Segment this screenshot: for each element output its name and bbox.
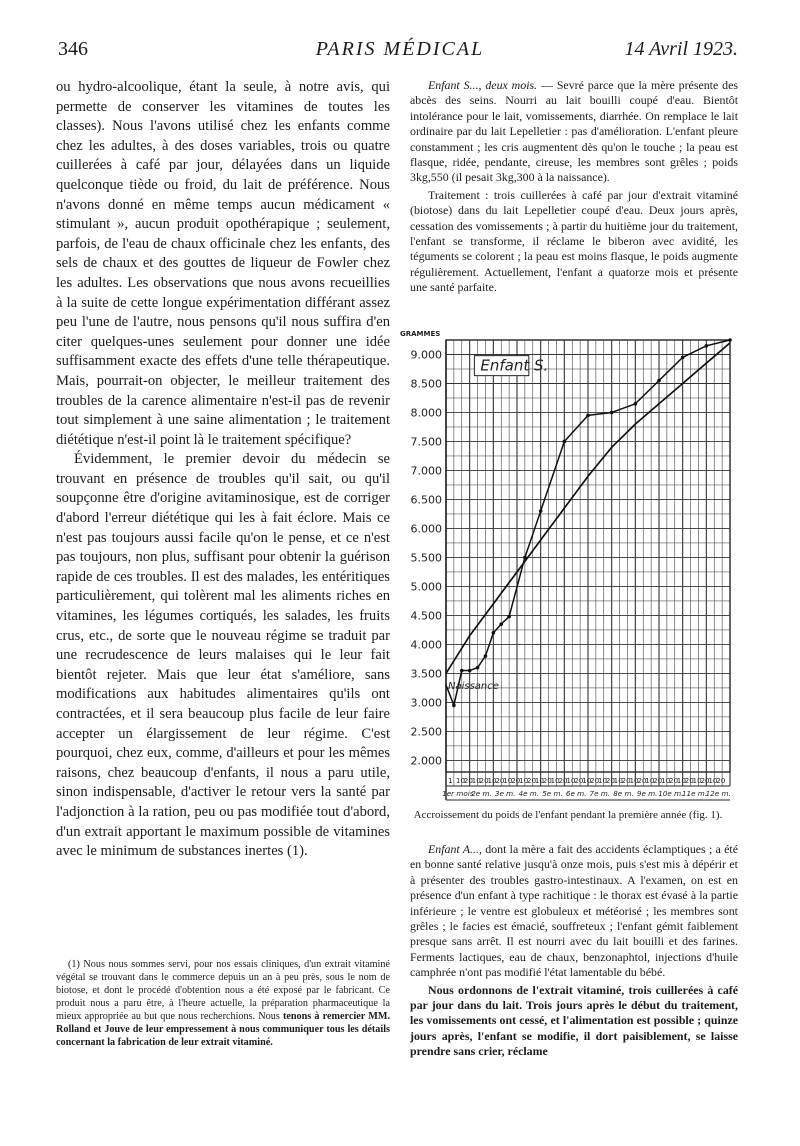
month-label: 11e m.	[681, 789, 708, 798]
month-label: 8e m.	[613, 789, 634, 798]
case1-treatment: Traitement : trois cuillerées à café par jour d'extrait vitaminé (biotose) dans du lait Lepelletier coupé d'eau. Deux jours après, cessation des vomissements ; à partir du huitième jour du traitement, l'enfant se transforme, il réclame le biberon avec avidité, les téguments se colorent ; la peau est moins flasque, le poids augmente régulièrement. Actuellement, l'enfant a quatorze mois et présente une santé parfaite.	[410, 187, 738, 295]
footnote	[56, 958, 390, 1049]
chart-title-box	[474, 356, 548, 376]
chart-grid	[446, 340, 730, 800]
month-label: 9e m.	[636, 789, 658, 798]
x-tick-label: 20	[637, 776, 647, 785]
month-label: 6e m.	[565, 789, 587, 798]
y-tick-label: 6.000	[410, 522, 442, 536]
birth-annotation: Naissance	[448, 681, 499, 693]
y-tick-label: 7.500	[410, 435, 442, 449]
journal-title: PARIS MÉDICAL	[315, 38, 485, 60]
weight-chart-svg	[398, 326, 734, 804]
month-label: 4e m.	[518, 789, 540, 798]
footnote-text: (1) Nous nous sommes servi, pour nos essais cliniques, d'un extrait vitaminé végétal se trouvant dans le commerce depuis un an à peu près, sous le nom de biotose, et dont le procédé d'obtention nous a été exposé par le fabricant. Ce produit nous a paru être, à l'heure actuelle, la préparation pharmaceutique la mieux appropriée au but que nous recherchions. Nous	[56, 959, 390, 1022]
case2-body: dont la mère a fait des accidents éclamptiques ; a été en bonne santé relative jusqu'à onze mois, puis s'est mis à dépérir et à présenter des troubles gastro-intestinaux. A l'examen, on est en présence d'un enfant à type rachitique : le thorax est évasé à la partie inférieure ; le ventre est globuleux et météorisé ; les membres sont grêles ; le facies est émacié, souffreteux ; l'enfant gémit faiblement presque sans arrêt. Il est nourri avec du lait bouilli et des farines. Ferments lactiques, eau de chaux, benzonaphtol, injections d'huile camphrée n'ont pas modifié l'état lamentable du bébé.	[410, 842, 738, 980]
series-point	[476, 666, 480, 670]
y-tick-label: 7.000	[410, 464, 442, 478]
x-tick-label: 10	[487, 776, 497, 785]
month-label: 1er mois	[442, 789, 474, 798]
y-tick-label: 3.000	[410, 696, 442, 710]
series-point	[610, 411, 614, 415]
footnote-bold: tenons à remercier MM. Rolland et Jouve de leur empressement à nous communiquer tous les détails concernant la fabrication de leur extrait vitaminé.	[56, 1011, 390, 1048]
x-tick-label: 20	[653, 776, 663, 785]
month-label: 2e m.	[471, 789, 492, 798]
series-point	[484, 654, 488, 658]
y-tick-label: 9.000	[410, 348, 442, 362]
series-point	[634, 402, 638, 406]
x-tick-label: 20	[668, 776, 679, 785]
x-tick-label: 10	[566, 776, 576, 785]
chart-title: Enfant S.	[480, 356, 549, 375]
x-tick-label: 20	[479, 776, 489, 785]
x-tick-label: 20	[526, 776, 537, 785]
y-tick-label: 8.000	[410, 406, 442, 420]
x-tick-label: 10	[597, 776, 608, 785]
month-label: 7e m.	[589, 789, 611, 798]
y-tick-label: 3.500	[410, 667, 442, 681]
x-tick-label: 10	[708, 776, 718, 785]
x-tick-label: 20	[716, 776, 726, 785]
series-point	[728, 338, 732, 342]
x-tick-label: 10	[661, 776, 671, 785]
series-point	[657, 379, 661, 383]
right-column-lower	[410, 842, 738, 1062]
left-column	[56, 78, 390, 862]
x-tick-label: 20	[590, 776, 600, 785]
x-tick-label: 10	[471, 776, 481, 785]
case1-title: Enfant S..., deux mois.	[428, 78, 538, 92]
x-tick-label: 10	[582, 776, 592, 785]
x-tick-label: 10	[676, 776, 686, 785]
figure-caption: Accroissement du poids de l'enfant pendant la première année (fig. 1).	[413, 809, 723, 821]
chart-series	[446, 338, 732, 707]
x-tick-label: 10	[550, 776, 560, 785]
y-tick-label: 4.500	[410, 609, 442, 623]
x-tick-label: 10	[629, 776, 639, 785]
series-point	[452, 704, 456, 708]
y-tick-label: 2.000	[410, 754, 442, 768]
x-tick-label: 20	[574, 776, 584, 785]
month-label: 5e m.	[542, 789, 563, 798]
case2-title: Enfant A...,	[428, 842, 482, 856]
series-point	[681, 356, 685, 360]
x-tick-label: 10	[613, 776, 623, 785]
issue-date: 14 Avril 1923.	[624, 38, 738, 60]
x-tick-label: 10	[645, 776, 655, 785]
x-tick-label: 10	[455, 776, 466, 785]
x-tick-labels	[448, 776, 726, 785]
series-point	[705, 344, 709, 348]
x-tick-label: 10	[503, 776, 513, 785]
month-label: 12e m.	[705, 789, 731, 798]
series-point	[492, 631, 496, 635]
series-point	[507, 615, 511, 619]
series-point	[563, 440, 567, 444]
y-tick-label: 8.500	[410, 377, 442, 391]
y-tick-label: 5.000	[410, 580, 442, 594]
y-axis-title: GRAMMES	[400, 330, 441, 338]
series-point	[539, 509, 543, 513]
x-tick-label: 20	[621, 776, 631, 785]
series-point	[499, 622, 503, 626]
x-tick-label: 20	[463, 776, 473, 785]
x-tick-label: 20	[495, 776, 505, 785]
page-number: 346	[58, 38, 88, 60]
x-tick-label: 20	[511, 776, 521, 785]
x-tick-label: 10	[692, 776, 702, 785]
y-tick-label: 2.500	[410, 725, 442, 739]
x-tick-label: 20	[558, 776, 568, 785]
x-tick-label: 20	[684, 776, 694, 785]
x-tick-label: 20	[542, 776, 552, 785]
month-label: 10e m.	[658, 789, 684, 798]
month-labels	[442, 789, 731, 798]
y-tick-labels	[411, 348, 443, 767]
left-paragraph-2: Évidemment, le premier devoir du médecin se trouvant en présence de troubles qu'il sait, ou qu'il soupçonne être d'origine avitaminosique, est de corriger d'abord l'erreur diététique qui les à fait éclore. Mais ce n'est pas toujours aussi facile qu'on le pense, et ce n'est pas toujours, non plus, suffisant pour obtenir la guérison rapide de ces troubles. Il est des malades, les entéritiques particulièrement, qui tolèrent mal les aliments riches en vitamines, les légumes cortiqués, les salades, les fruits crus, etc., de sorte que le nouveau régime se traduit par une recrudescence de leurs malaises qui le leur fait bientôt rejeter. Mais que leur état s'améliore, sans modifications aux habitudes alimentaires qu'ils ont contractées, et il sera beaucoup plus facile de leur faire accepter un élargissement de leur régime. C'est pourquoi, chez eux, comme, d'ailleurs et pour les mêmes raisons, chez beaucoup d'enfants, il nous a paru utile, sinon indispensable, d'activer le retour vers la santé par l'adjonction à la ration, peu ou pas modifiée tout d'abord, d'un extrait apportant le maximum possible de vitamines avec le minimum de substances inertes (1).	[56, 451, 390, 860]
case2-followup: Nous ordonnons de l'extrait vitaminé, trois cuillerées à café par jour dans du lait. Trois jours après le début du traitement, les vomissements ont cessé, et l'alimentation est possible ; quinze jours après, l'enfant se modifie, il dort paisiblement, se laisse prendre sans crier, réclame	[410, 982, 738, 1059]
y-tick-label: 5.500	[410, 551, 442, 565]
x-tick-label: 1	[448, 776, 453, 785]
case1-body: — Sevré parce que la mère présente des abcès des seins. Nourri au lait bouilli coupé d'eau. Bientôt intolérance pour le lait, vomissements, diarrhée. On remplace le lait ordinaire par du lait Lepelletier : pas d'amélioration. L'enfant pleure constamment ; les cris augmentent dès qu'on le touche ; la peau est flasque, ridée, pendante, cireuse, les membres sont grêles ; poids 3kg,550 (il pesait 3kg,300 à la naissance).	[410, 78, 738, 185]
x-tick-label: 10	[534, 776, 544, 785]
month-label: 3e m.	[494, 789, 516, 798]
x-tick-label: 10	[519, 776, 529, 785]
left-paragraph-1: ou hydro-alcoolique, étant la seule, à notre avis, qui permette de conserver les vitamines de toutes les classes). Nous l'avons utilisé chez les enfants comme chez les adultes, à des doses variables, trois ou quatre cuillerées à café par jour, délayées dans un liquide quelconque tiède ou froid, du lait de préférence. Nous n'avons donné en même temps aucun médicament « stimulant », aucun produit opothérapique ; seulement, parfois, de l'eau de chaux officinale chez les enfants, des sels de chaux et des gouttes de liqueur de Fowler chez les adultes. Les observations que nous avons recueillies à la suite de cette longue expérimentation différant assez peu l'une de l'autre, nous pensons qu'il nous suffira d'en citer quelques-unes seulement pour donner une idée suffisamment exacte des effets d'une telle thérapeutique. Mais, pourrait-on objecter, le meilleur traitement des troubles de la carence alimentaire n'est-il pas de revenir tout simplement à une saine alimentation ; le traitement diététique n'est-il point là le traitement spécifique?	[56, 79, 390, 448]
x-tick-label: 20	[605, 776, 615, 785]
series-point	[460, 669, 464, 673]
right-column	[410, 78, 738, 298]
weight-chart	[398, 326, 734, 804]
series-point	[468, 669, 472, 673]
y-tick-label: 4.000	[410, 638, 442, 652]
series-point	[586, 414, 590, 418]
page-header	[0, 0, 800, 70]
y-tick-label: 6.500	[410, 493, 442, 507]
x-tick-label: 20	[700, 776, 710, 785]
